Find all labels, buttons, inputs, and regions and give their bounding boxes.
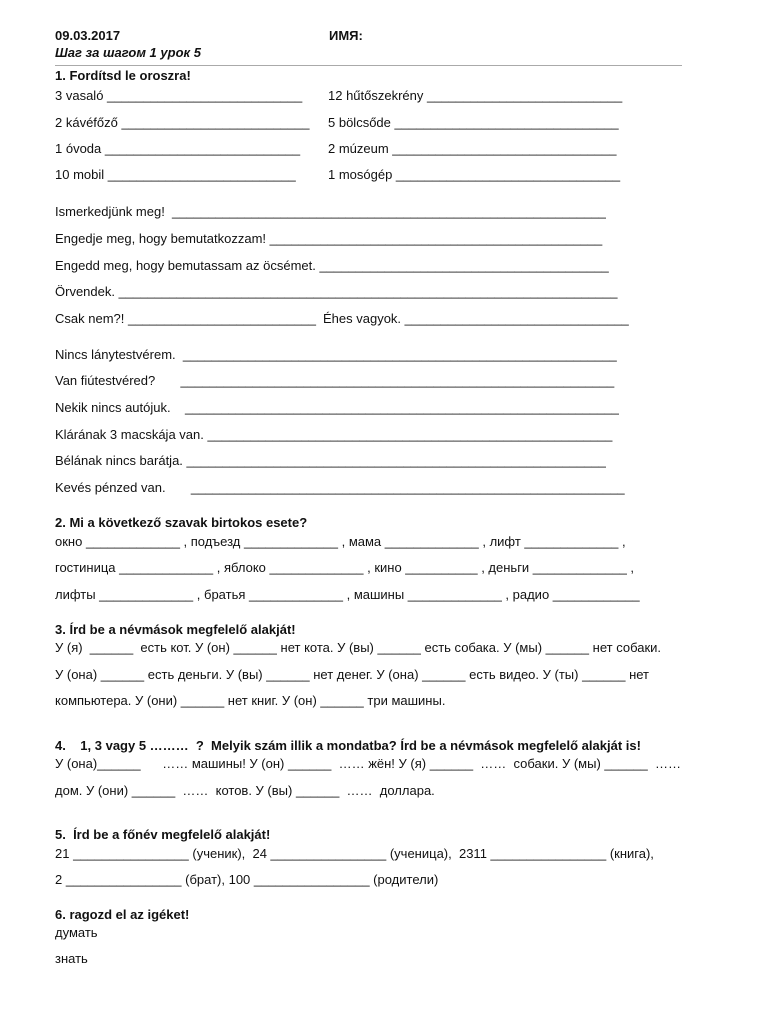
sentence-line: Engedd meg, hogy bemutassam az öcsémet. ________________________________________ (55, 258, 609, 273)
exercise-line: 2 ________________ (брат), 100 ________________ (родители) (55, 872, 439, 887)
exercise-line: У (она) ______ есть деньги. У (вы) ______ нет денег. У (она) ______ есть видео. У (ты) ______ нет (55, 667, 650, 682)
translate-item-right: 12 hűtőszekrény ___________________________ (328, 88, 623, 103)
header-subtitle: Шаг за шагом 1 урок 5 (55, 45, 201, 60)
verb-item: думать (55, 925, 98, 940)
exercise-line: гостиница _____________ , яблоко _____________ , кино __________ , деньги _____________ , (55, 560, 635, 575)
exercise-line: компьютера. У (они) ______ нет книг. У (он) ______ три машины. (55, 693, 446, 708)
sentence-line: Nekik nincs autójuk. ____________________________________________________________ (55, 400, 619, 415)
sentence-line: Nincs lánytestvérem. ____________________________________________________________ (55, 347, 617, 362)
exercise-line: 21 ________________ (ученик), 24 ________________ (ученица), 2311 ________________ (книга), (55, 846, 654, 861)
sentence-line: Ismerkedjünk meg! ____________________________________________________________ (55, 204, 606, 219)
translate-item-right: 1 mosógép _______________________________ (328, 167, 621, 182)
sentence-line: Csak nem?! __________________________ (55, 311, 316, 326)
exercise-line: окно _____________ , подъезд _____________ , мама _____________ , лифт _____________ , (55, 534, 626, 549)
sentence-line: Örvendek. _____________________________________________________________________ (55, 284, 618, 299)
translate-item-right: 2 múzeum _______________________________ (328, 141, 617, 156)
sentence-line: Bélának nincs barátja. __________________________________________________________ (55, 453, 606, 468)
translate-item-right: 5 bölcsőde _______________________________ (328, 115, 619, 130)
section4-title: 4. 1, 3 vagy 5 ……… ? Melyik szám illik a mondatba? Írd be a névmások megfelelő alakját is! (55, 738, 641, 753)
translate-item-left: 10 mobil __________________________ (55, 167, 296, 182)
header-divider (55, 65, 682, 66)
header-date: 09.03.2017 (55, 28, 121, 43)
exercise-line: дом. У (они) ______ …… котов. У (вы) ______ …… доллара. (55, 783, 435, 798)
sentence-line: Engedje meg, hogy bemutatkozzam! ______________________________________________ (55, 231, 603, 246)
header-name-label: ИМЯ: (329, 28, 363, 43)
translate-item-left: 1 óvoda ___________________________ (55, 141, 301, 156)
section2-title: 2. Mi a következő szavak birtokos esete? (55, 515, 308, 530)
translate-item-left: 2 kávéfőző __________________________ (55, 115, 310, 130)
section1-title: 1. Fordítsd le oroszra! (55, 68, 191, 83)
section3-title: 3. Írd be a névmások megfelelő alakját! (55, 622, 296, 637)
sentence-line: Éhes vagyok. _______________________________ (323, 311, 629, 326)
exercise-line: У (она)______ …… машины! У (он) ______ …… жён! У (я) ______ …… собаки. У (мы) ______ …… (55, 756, 681, 771)
sentence-line: Klárának 3 macskája van. ________________________________________________________ (55, 427, 613, 442)
exercise-line: лифты _____________ , братья _____________ , машины _____________ , радио ____________ (55, 587, 640, 602)
exercise-line: У (я) ______ есть кот. У (он) ______ нет кота. У (вы) ______ есть собака. У (мы) ______ нет собаки. (55, 640, 662, 655)
section5-title: 5. Írd be a főnév megfelelő alakját! (55, 827, 271, 842)
sentence-line: Kevés pénzed van. ____________________________________________________________ (55, 480, 625, 495)
section6-title: 6. ragozd el az igéket! (55, 907, 190, 922)
translate-item-left: 3 vasaló ___________________________ (55, 88, 303, 103)
sentence-line: Van fiútestvéred? ____________________________________________________________ (55, 373, 615, 388)
verb-item: знать (55, 951, 88, 966)
